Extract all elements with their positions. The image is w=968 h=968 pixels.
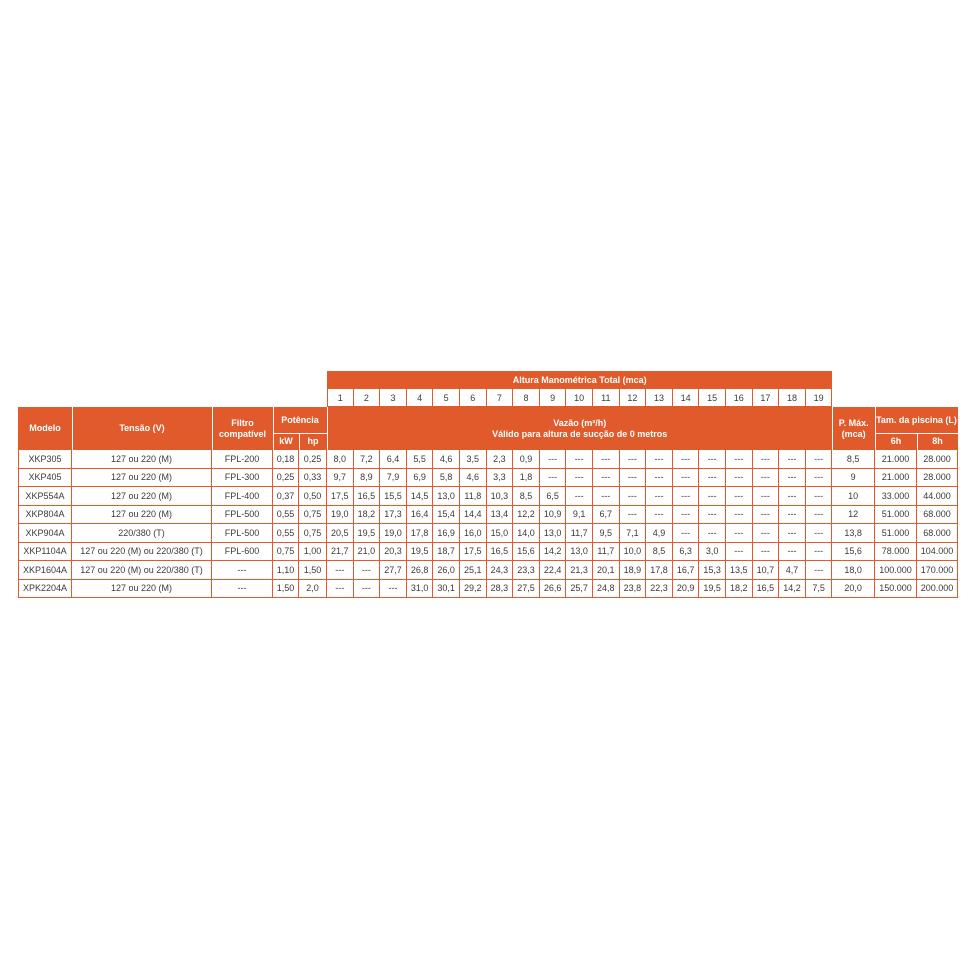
cell-flow: 9,5 bbox=[593, 524, 620, 543]
cell-flow: 19,5 bbox=[407, 543, 434, 562]
cell-modelo: XKP1604A bbox=[18, 561, 72, 580]
cell-flow: 14,0 bbox=[513, 524, 540, 543]
cell-flow: 27,7 bbox=[380, 561, 407, 580]
header-divider bbox=[917, 433, 918, 450]
cell-flow: --- bbox=[646, 450, 673, 469]
cell-flow: --- bbox=[646, 469, 673, 488]
cell-h8: 170.000 bbox=[917, 561, 958, 580]
header-divider bbox=[299, 433, 300, 450]
cell-flow: 10,9 bbox=[540, 506, 567, 525]
cell-flow: --- bbox=[779, 506, 806, 525]
pmax-header: P. Máx. (mca) bbox=[832, 407, 875, 450]
height-label: 6 bbox=[460, 389, 487, 407]
cell-flow: --- bbox=[779, 487, 806, 506]
cell-flow: 23,3 bbox=[513, 561, 540, 580]
cell-flow: --- bbox=[593, 469, 620, 488]
cell-hp: 1,00 bbox=[299, 543, 327, 562]
altura-header: Altura Manométrica Total (mca) bbox=[327, 371, 832, 389]
cell-tensao: 127 ou 220 (M) bbox=[72, 450, 212, 469]
cell-flow: 4,6 bbox=[433, 450, 460, 469]
cell-flow: 21,7 bbox=[327, 543, 354, 562]
height-label: 1 bbox=[327, 389, 354, 407]
cell-flow: --- bbox=[699, 506, 726, 525]
cell-flow: 6,7 bbox=[593, 506, 620, 525]
cell-flow: 14,2 bbox=[540, 543, 567, 562]
cell-modelo: XKP405 bbox=[18, 469, 72, 488]
height-label: 18 bbox=[779, 389, 806, 407]
cell-flow: 20,5 bbox=[327, 524, 354, 543]
cell-flow: 26,8 bbox=[407, 561, 434, 580]
cell-flow: 5,8 bbox=[433, 469, 460, 488]
cell-flow: --- bbox=[673, 450, 700, 469]
cell-flow: --- bbox=[620, 506, 647, 525]
cell-kw: 0,55 bbox=[273, 524, 299, 543]
cell-flow: 7,2 bbox=[354, 450, 381, 469]
cell-hp: 0,25 bbox=[299, 450, 327, 469]
cell-flow: 6,5 bbox=[540, 487, 567, 506]
cell-flow: --- bbox=[380, 580, 407, 599]
header-divider bbox=[327, 407, 328, 450]
cell-flow: --- bbox=[566, 469, 593, 488]
cell-flow: 13,4 bbox=[487, 506, 514, 525]
cell-flow: 20,3 bbox=[380, 543, 407, 562]
cell-flow: 22,3 bbox=[646, 580, 673, 599]
header-divider bbox=[273, 407, 274, 450]
cell-pmax: 12 bbox=[832, 506, 875, 525]
cell-flow: 15,0 bbox=[487, 524, 514, 543]
cell-h8: 104.000 bbox=[917, 543, 958, 562]
cell-flow: 9,7 bbox=[327, 469, 354, 488]
cell-kw: 0,25 bbox=[273, 469, 299, 488]
cell-flow: 13,0 bbox=[433, 487, 460, 506]
cell-flow: 16,0 bbox=[460, 524, 487, 543]
height-label: 4 bbox=[407, 389, 434, 407]
cell-flow: --- bbox=[726, 450, 753, 469]
cell-modelo: XKP804A bbox=[18, 506, 72, 525]
cell-h8: 28.000 bbox=[917, 450, 958, 469]
cell-hp: 0,75 bbox=[299, 506, 327, 525]
cell-hp: 1,50 bbox=[299, 561, 327, 580]
cell-h6: 51.000 bbox=[875, 524, 917, 543]
cell-pmax: 10 bbox=[832, 487, 875, 506]
cell-flow: 20,1 bbox=[593, 561, 620, 580]
cell-h8: 200.000 bbox=[917, 580, 958, 599]
cell-flow: 13,0 bbox=[566, 543, 593, 562]
cell-flow: 2,3 bbox=[487, 450, 514, 469]
cell-flow: 8,5 bbox=[513, 487, 540, 506]
vazao-note: Válido para altura de sucção de 0 metros bbox=[492, 428, 668, 439]
cell-flow: --- bbox=[327, 580, 354, 599]
cell-flow: 18,7 bbox=[433, 543, 460, 562]
cell-pmax: 9 bbox=[832, 469, 875, 488]
cell-flow: --- bbox=[699, 469, 726, 488]
cell-flow: 10,0 bbox=[620, 543, 647, 562]
potencia-header: Potência bbox=[273, 407, 327, 433]
cell-tensao: 127 ou 220 (M) bbox=[72, 469, 212, 488]
height-label: 10 bbox=[566, 389, 593, 407]
cell-kw: 0,37 bbox=[273, 487, 299, 506]
cell-flow: --- bbox=[673, 524, 700, 543]
cell-flow: 24,8 bbox=[593, 580, 620, 599]
kw-header: kW bbox=[273, 433, 299, 450]
cell-h6: 150.000 bbox=[875, 580, 917, 599]
cell-flow: --- bbox=[566, 450, 593, 469]
cell-flow: 20,9 bbox=[673, 580, 700, 599]
cell-flow: 18,2 bbox=[726, 580, 753, 599]
cell-flow: 4,9 bbox=[646, 524, 673, 543]
height-label: 14 bbox=[673, 389, 700, 407]
cell-flow: --- bbox=[726, 487, 753, 506]
cell-kw: 1,50 bbox=[273, 580, 299, 599]
cell-flow: --- bbox=[646, 487, 673, 506]
height-label: 17 bbox=[753, 389, 780, 407]
cell-flow: --- bbox=[753, 506, 780, 525]
cell-modelo: XPK2204A bbox=[18, 580, 72, 599]
cell-flow: --- bbox=[753, 524, 780, 543]
height-label: 15 bbox=[699, 389, 726, 407]
cell-flow: 16,5 bbox=[487, 543, 514, 562]
cell-filtro: --- bbox=[212, 561, 273, 580]
cell-flow: 13,5 bbox=[726, 561, 753, 580]
cell-flow: 16,4 bbox=[407, 506, 434, 525]
cell-flow: 30,1 bbox=[433, 580, 460, 599]
cell-flow: 16,9 bbox=[433, 524, 460, 543]
cell-flow: 26,0 bbox=[433, 561, 460, 580]
vazao-header bbox=[327, 407, 832, 450]
cell-flow: --- bbox=[354, 580, 381, 599]
header-divider bbox=[832, 407, 833, 450]
cell-flow: 8,0 bbox=[327, 450, 354, 469]
cell-h6: 33.000 bbox=[875, 487, 917, 506]
cell-flow: 23,8 bbox=[620, 580, 647, 599]
cell-kw: 0,75 bbox=[273, 543, 299, 562]
cell-filtro: --- bbox=[212, 580, 273, 599]
cell-tensao: 127 ou 220 (M) bbox=[72, 506, 212, 525]
cell-flow: --- bbox=[327, 561, 354, 580]
cell-flow: 21,0 bbox=[354, 543, 381, 562]
cell-flow: --- bbox=[806, 561, 833, 580]
cell-kw: 0,55 bbox=[273, 506, 299, 525]
cell-hp: 2,0 bbox=[299, 580, 327, 599]
cell-flow: 11,7 bbox=[593, 543, 620, 562]
cell-flow: --- bbox=[779, 543, 806, 562]
cell-flow: 6,3 bbox=[673, 543, 700, 562]
cell-tensao: 220/380 (T) bbox=[72, 524, 212, 543]
cell-h6: 21.000 bbox=[875, 469, 917, 488]
cell-flow: 27,5 bbox=[513, 580, 540, 599]
cell-filtro: FPL-300 bbox=[212, 469, 273, 488]
cell-flow: --- bbox=[673, 487, 700, 506]
cell-flow: --- bbox=[806, 506, 833, 525]
cell-flow: 15,4 bbox=[433, 506, 460, 525]
cell-flow: --- bbox=[779, 524, 806, 543]
cell-flow: 13,0 bbox=[540, 524, 567, 543]
cell-flow: --- bbox=[726, 469, 753, 488]
cell-flow: 21,3 bbox=[566, 561, 593, 580]
cell-pmax: 13,8 bbox=[832, 524, 875, 543]
cell-hp: 0,75 bbox=[299, 524, 327, 543]
cell-flow: --- bbox=[726, 524, 753, 543]
cell-flow: 31,0 bbox=[407, 580, 434, 599]
cell-flow: --- bbox=[540, 469, 567, 488]
cell-flow: 25,7 bbox=[566, 580, 593, 599]
cell-flow: 18,9 bbox=[620, 561, 647, 580]
cell-flow: --- bbox=[673, 506, 700, 525]
cell-flow: 17,8 bbox=[646, 561, 673, 580]
cell-flow: --- bbox=[753, 487, 780, 506]
cell-flow: --- bbox=[726, 543, 753, 562]
cell-flow: 14,2 bbox=[779, 580, 806, 599]
cell-flow: --- bbox=[806, 450, 833, 469]
cell-flow: 19,0 bbox=[327, 506, 354, 525]
cell-flow: 8,9 bbox=[354, 469, 381, 488]
cell-filtro: FPL-500 bbox=[212, 506, 273, 525]
cell-filtro: FPL-600 bbox=[212, 543, 273, 562]
cell-flow: 6,9 bbox=[407, 469, 434, 488]
cell-flow: --- bbox=[779, 469, 806, 488]
cell-flow: --- bbox=[540, 450, 567, 469]
height-label: 7 bbox=[487, 389, 514, 407]
cell-flow: 15,3 bbox=[699, 561, 726, 580]
cell-flow: 19,0 bbox=[380, 524, 407, 543]
cell-flow: 28,3 bbox=[487, 580, 514, 599]
cell-flow: --- bbox=[593, 487, 620, 506]
cell-modelo: XKP904A bbox=[18, 524, 72, 543]
cell-flow: --- bbox=[354, 561, 381, 580]
cell-flow: --- bbox=[753, 543, 780, 562]
cell-tensao: 127 ou 220 (M) ou 220/380 (T) bbox=[72, 543, 212, 562]
cell-flow: 24,3 bbox=[487, 561, 514, 580]
cell-flow: --- bbox=[620, 469, 647, 488]
h6-header: 6h bbox=[875, 433, 917, 450]
height-label: 9 bbox=[540, 389, 567, 407]
cell-flow: 10,3 bbox=[487, 487, 514, 506]
cell-flow: --- bbox=[806, 543, 833, 562]
cell-flow: --- bbox=[753, 469, 780, 488]
height-label: 8 bbox=[513, 389, 540, 407]
cell-filtro: FPL-400 bbox=[212, 487, 273, 506]
cell-flow: 19,5 bbox=[699, 580, 726, 599]
cell-flow: --- bbox=[673, 469, 700, 488]
cell-pmax: 20,0 bbox=[832, 580, 875, 599]
cell-flow: 3,0 bbox=[699, 543, 726, 562]
height-label: 3 bbox=[380, 389, 407, 407]
cell-flow: --- bbox=[806, 487, 833, 506]
cell-flow: 17,5 bbox=[460, 543, 487, 562]
cell-flow: 29,2 bbox=[460, 580, 487, 599]
height-label: 12 bbox=[620, 389, 647, 407]
cell-flow: --- bbox=[726, 506, 753, 525]
cell-flow: 16,5 bbox=[753, 580, 780, 599]
filtro-header: Filtro compatível bbox=[212, 407, 273, 450]
cell-flow: --- bbox=[806, 524, 833, 543]
cell-flow: 15,5 bbox=[380, 487, 407, 506]
modelo-header: Modelo bbox=[18, 407, 72, 450]
cell-flow: 7,1 bbox=[620, 524, 647, 543]
cell-flow: 0,9 bbox=[513, 450, 540, 469]
tamanho-header: Tam. da piscina (L) bbox=[875, 407, 958, 433]
cell-flow: --- bbox=[566, 487, 593, 506]
cell-flow: 7,5 bbox=[806, 580, 833, 599]
cell-h6: 100.000 bbox=[875, 561, 917, 580]
cell-flow: 14,4 bbox=[460, 506, 487, 525]
cell-flow: 16,5 bbox=[354, 487, 381, 506]
cell-hp: 0,33 bbox=[299, 469, 327, 488]
cell-modelo: XKP1104A bbox=[18, 543, 72, 562]
cell-pmax: 15,6 bbox=[832, 543, 875, 562]
cell-modelo: XKP554A bbox=[18, 487, 72, 506]
cell-flow: 26,6 bbox=[540, 580, 567, 599]
cell-flow: 10,7 bbox=[753, 561, 780, 580]
cell-flow: 14,5 bbox=[407, 487, 434, 506]
cell-h8: 28.000 bbox=[917, 469, 958, 488]
cell-flow: 6,4 bbox=[380, 450, 407, 469]
header-divider bbox=[273, 433, 327, 434]
cell-filtro: FPL-200 bbox=[212, 450, 273, 469]
cell-h6: 21.000 bbox=[875, 450, 917, 469]
cell-tensao: 127 ou 220 (M) ou 220/380 (T) bbox=[72, 561, 212, 580]
vazao-title: Vazão (m³/h) bbox=[553, 417, 607, 428]
cell-flow: --- bbox=[753, 450, 780, 469]
cell-flow: 8,5 bbox=[646, 543, 673, 562]
cell-flow: 18,2 bbox=[354, 506, 381, 525]
cell-flow: --- bbox=[593, 450, 620, 469]
cell-h8: 68.000 bbox=[917, 524, 958, 543]
height-label: 5 bbox=[433, 389, 460, 407]
cell-flow: 3,3 bbox=[487, 469, 514, 488]
cell-flow: 5,5 bbox=[407, 450, 434, 469]
cell-flow: 4,6 bbox=[460, 469, 487, 488]
cell-kw: 1,10 bbox=[273, 561, 299, 580]
header-divider bbox=[72, 407, 73, 450]
cell-flow: 11,8 bbox=[460, 487, 487, 506]
header-divider bbox=[212, 407, 213, 450]
cell-flow: 22,4 bbox=[540, 561, 567, 580]
height-label: 13 bbox=[646, 389, 673, 407]
height-label: 16 bbox=[726, 389, 753, 407]
cell-flow: 9,1 bbox=[566, 506, 593, 525]
cell-modelo: XKP305 bbox=[18, 450, 72, 469]
cell-tensao: 127 ou 220 (M) bbox=[72, 580, 212, 599]
header-divider bbox=[875, 407, 876, 450]
cell-hp: 0,50 bbox=[299, 487, 327, 506]
cell-flow: 16,7 bbox=[673, 561, 700, 580]
height-label: 2 bbox=[354, 389, 381, 407]
cell-flow: 17,3 bbox=[380, 506, 407, 525]
cell-h8: 44.000 bbox=[917, 487, 958, 506]
cell-flow: --- bbox=[699, 487, 726, 506]
cell-flow: 1,8 bbox=[513, 469, 540, 488]
cell-kw: 0,18 bbox=[273, 450, 299, 469]
cell-flow: --- bbox=[620, 487, 647, 506]
cell-flow: 19,5 bbox=[354, 524, 381, 543]
cell-flow: --- bbox=[779, 450, 806, 469]
hp-header: hp bbox=[299, 433, 327, 450]
cell-flow: 3,5 bbox=[460, 450, 487, 469]
cell-pmax: 8,5 bbox=[832, 450, 875, 469]
cell-h6: 51.000 bbox=[875, 506, 917, 525]
cell-flow: --- bbox=[806, 469, 833, 488]
cell-flow: 7,9 bbox=[380, 469, 407, 488]
height-label: 11 bbox=[593, 389, 620, 407]
cell-flow: 17,5 bbox=[327, 487, 354, 506]
cell-flow: 25,1 bbox=[460, 561, 487, 580]
cell-flow: --- bbox=[646, 506, 673, 525]
height-label: 19 bbox=[806, 389, 833, 407]
cell-flow: 17,8 bbox=[407, 524, 434, 543]
cell-filtro: FPL-500 bbox=[212, 524, 273, 543]
cell-flow: 4,7 bbox=[779, 561, 806, 580]
cell-h8: 68.000 bbox=[917, 506, 958, 525]
cell-flow: --- bbox=[699, 524, 726, 543]
cell-h6: 78.000 bbox=[875, 543, 917, 562]
cell-flow: 11,7 bbox=[566, 524, 593, 543]
cell-pmax: 18,0 bbox=[832, 561, 875, 580]
tensao-header: Tensão (V) bbox=[72, 407, 212, 450]
cell-tensao: 127 ou 220 (M) bbox=[72, 487, 212, 506]
cell-flow: 12,2 bbox=[513, 506, 540, 525]
h8-header: 8h bbox=[917, 433, 958, 450]
cell-flow: --- bbox=[699, 450, 726, 469]
cell-flow: --- bbox=[620, 450, 647, 469]
cell-flow: 15,6 bbox=[513, 543, 540, 562]
